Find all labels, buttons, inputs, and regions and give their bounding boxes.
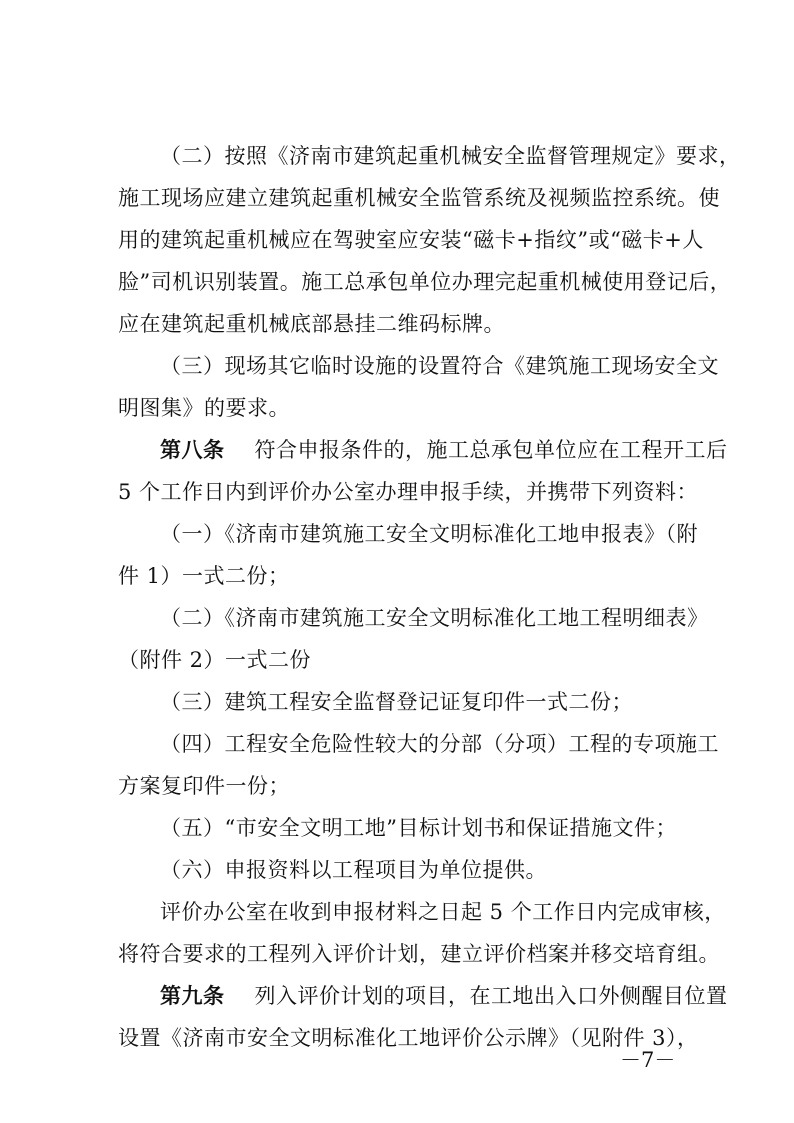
article-9-label: 第九条	[160, 984, 225, 1008]
paragraph-2-line-1: （三）现场其它临时设施的设置符合《建筑施工现场安全文	[160, 354, 719, 378]
item-1-line-1: （一）《济南市建筑施工安全文明标准化工地申报表》（附	[160, 522, 698, 546]
article-8-label: 第八条	[160, 438, 225, 462]
review-paragraph-line-1: 评价办公室在收到申报材料之日起 5 个工作日内完成审核，	[160, 900, 726, 924]
item-4-line-1: （四）工程安全危险性较大的分部（分项）工程的专项施工	[160, 732, 719, 756]
paragraph-2-line-2: 明图集》的要求。	[118, 396, 290, 420]
paragraph-1-line-5: 应在建筑起重机械底部悬挂二维码标牌。	[118, 312, 505, 336]
article-9-line-2: 设置《济南市安全文明标准化工地评价公示牌》（见附件 3），	[118, 1026, 699, 1050]
article-9-line-1: 列入评价计划的项目，在工地出入口外侧醒目位置	[254, 984, 728, 1008]
article-8-line-2: 5 个工作日内到评价办公室办理申报手续，并携带下列资料：	[118, 480, 699, 504]
article-8-line-1: 符合申报条件的，施工总承包单位应在工程开工后	[254, 438, 728, 462]
item-1-line-2: 件 1）一式二份；	[118, 564, 290, 588]
article-9-first-line	[160, 982, 728, 1010]
item-6-line-1: （六）申报资料以工程项目为单位提供。	[160, 858, 547, 882]
paragraph-1-line-4: 脸”司机识别装置。施工总承包单位办理完起重机械使用登记后，	[118, 270, 732, 294]
paragraph-1-line-1: （二）按照《济南市建筑起重机械安全监督管理规定》要求，	[160, 144, 741, 168]
paragraph-1-line-2: 施工现场应建立建筑起重机械安全监管系统及视频监控系统。使	[118, 186, 720, 210]
page-number: －7－	[620, 1048, 676, 1072]
item-2-line-2: （附件 2）一式二份	[118, 648, 312, 672]
review-paragraph-line-2: 将符合要求的工程列入评价计划，建立评价档案并移交培育组。	[118, 942, 720, 966]
item-5-line-1: （五）“市安全文明工地”目标计划书和保证措施文件；	[160, 816, 677, 840]
article-8-first-line	[160, 436, 728, 464]
item-2-line-1: （二）《济南市建筑施工安全文明标准化工地工程明细表》	[160, 606, 709, 630]
item-3-line-1: （三）建筑工程安全监督登记证复印件一式二份；	[160, 690, 633, 714]
item-4-line-2: 方案复印件一份；	[118, 774, 290, 798]
paragraph-1-line-3: 用的建筑起重机械应在驾驶室应安装“磁卡+指纹”或“磁卡+人	[118, 228, 704, 252]
